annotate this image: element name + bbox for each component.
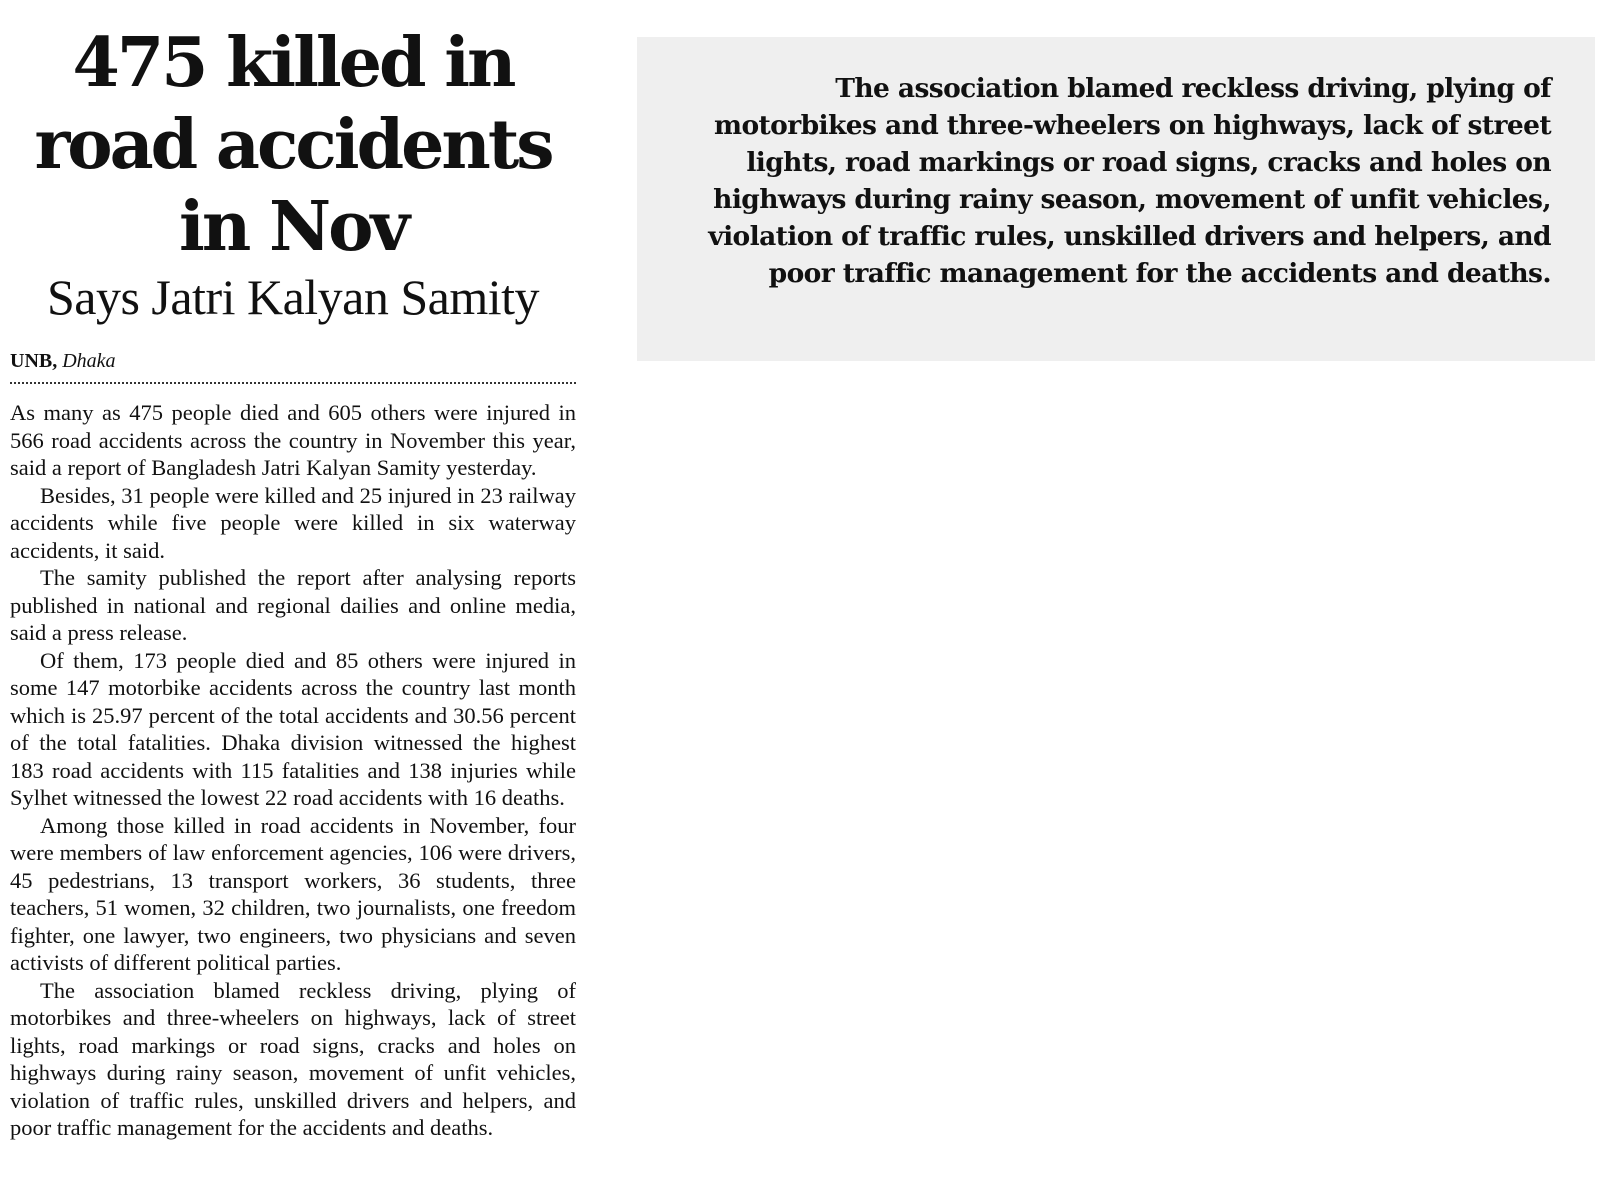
body-paragraph: As many as 475 people died and 605 others were injured in 566 road accidents across the country in November this year, said a report of Bangladesh Jatri Kalyan Samity yesterday. xyxy=(10,400,576,480)
pullquote-text: The association blamed reckless driving, plying of motorbikes and three-wheelers on highways, lack of street lights, road markings or road signs, cracks and holes on highways during rainy season, movement of unfit vehicles, violation of traffic rules, unskilled drivers and helpers, and poor traffic management for the accidents and deaths. xyxy=(708,73,1551,289)
body-paragraph: The association blamed reckless driving, plying of motorbikes and three-wheelers on highways, lack of street lights, road markings or road signs, cracks and holes on highways during rainy season, movement of unfit vehicles, violation of traffic rules, unskilled drivers and helpers, and poor traffic management for the accidents and deaths. xyxy=(10,977,576,1140)
subheadline: Says Jatri Kalyan Samity xyxy=(46,269,540,325)
body-paragraph: The samity published the report after analysing reports published in national and regional dailies and online media, said a press release. xyxy=(10,565,576,645)
byline xyxy=(10,348,576,384)
headline: 475 killed in road accidents in Nov xyxy=(34,23,552,267)
article-body xyxy=(10,399,576,1142)
byline-location: Dhaka xyxy=(62,350,116,372)
body-paragraph: Besides, 31 people were killed and 25 injured in 23 railway accidents while five people were killed in six waterway accidents, it said. xyxy=(10,482,576,563)
body-paragraph: Among those killed in road accidents in November, four were members of law enforcement agencies, 106 were drivers, 45 pedestrians, 13 transport workers, 36 students, three teachers, 51 women, 32 children, two journalists, one freedom fighter, one lawyer, two engineers, two physicians and seven activists of different political parties. xyxy=(10,812,576,975)
body-paragraph: Of them, 173 people died and 85 others were injured in some 147 motorbike accidents across the country last month which is 25.97 percent of the total accidents and 30.56 percent of the total fatalities. Dhaka division witnessed the highest 183 road accidents with 115 fatalities and 138 injuries while Sylhet witnessed the lowest 22 road accidents with 16 deaths. xyxy=(10,647,576,810)
article-column xyxy=(10,22,576,1142)
byline-agency: UNB, xyxy=(10,350,58,372)
pullquote-box xyxy=(637,37,1595,361)
